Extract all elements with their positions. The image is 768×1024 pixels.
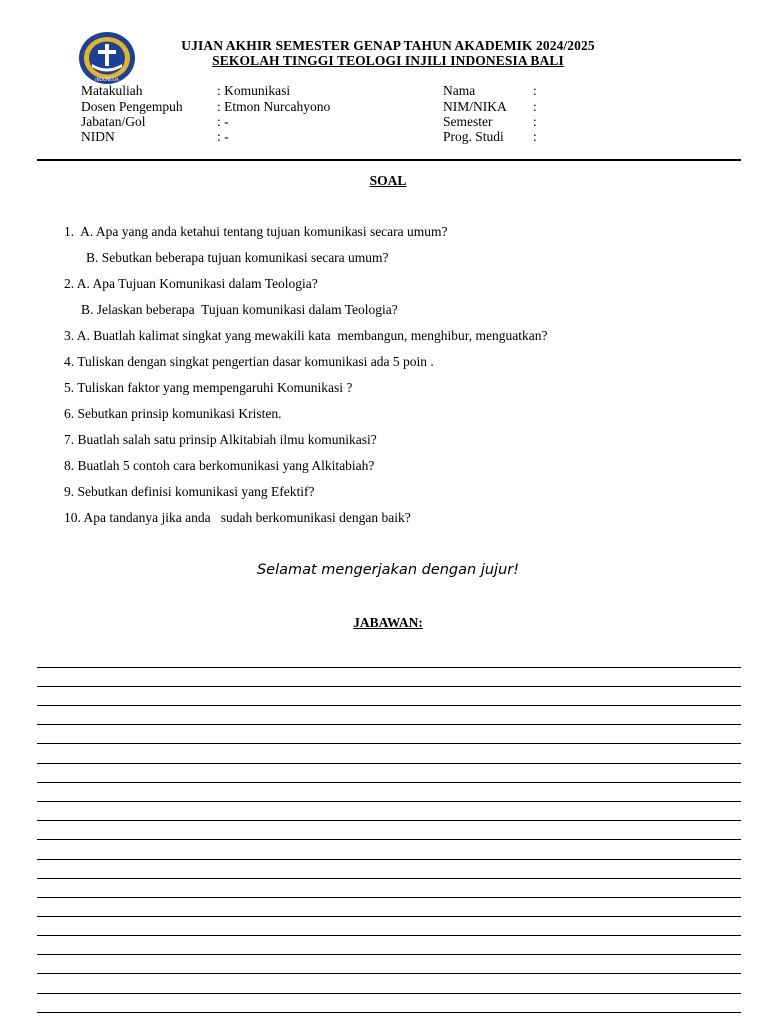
question-1a: 1. A. Apa yang anda ketahui tentang tujuan komunikasi secara umum? (64, 224, 448, 239)
info-value-prodi: : (533, 129, 537, 144)
question-1b: B. Sebutkan beberapa tujuan komunikasi secara umum? (86, 250, 389, 265)
question-10: 10. Apa tandanya jika anda sudah berkomunikasi dengan baik? (64, 510, 411, 525)
question-9: 9. Sebutkan definisi komunikasi yang Efektif? (64, 484, 315, 499)
answer-line (37, 743, 741, 744)
answer-line (37, 686, 741, 687)
info-label-semester: Semester (443, 114, 493, 129)
answer-line (37, 935, 741, 936)
answer-line (37, 859, 741, 860)
info-value-nama: : (533, 83, 537, 98)
answer-line (37, 878, 741, 879)
answer-line (37, 705, 741, 706)
info-value-nim: : (533, 99, 537, 114)
school-name: SEKOLAH TINGGI TEOLOGI INJILI INDONESIA BALI (212, 53, 564, 68)
answer-line (37, 801, 741, 802)
exam-title: UJIAN AKHIR SEMESTER GENAP TAHUN AKADEMIK 2024/2025 (181, 38, 595, 53)
question-5: 5. Tuliskan faktor yang mempengaruhi Komunikasi ? (64, 380, 353, 395)
info-label-dosen: Dosen Pengempuh (81, 99, 183, 114)
answer-line (37, 667, 741, 668)
question-7: 7. Buatlah salah satu prinsip Alkitabiah ilmu komunikasi? (64, 432, 377, 447)
info-value-jabatan: : - (217, 114, 229, 129)
question-6: 6. Sebutkan prinsip komunikasi Kristen. (64, 406, 282, 421)
answer-line (37, 782, 741, 783)
answer-line (37, 993, 741, 994)
answer-line (37, 763, 741, 764)
info-label-prodi: Prog. Studi (443, 129, 504, 144)
question-8: 8. Buatlah 5 contoh cara berkomunikasi yang Alkitabiah? (64, 458, 375, 473)
answer-line (37, 973, 741, 974)
answer-line (37, 839, 741, 840)
question-3: 3. A. Buatlah kalimat singkat yang mewakili kata membangun, menghibur, menguatkan? (64, 328, 548, 343)
info-label-nama: Nama (443, 83, 476, 98)
question-2a: 2. A. Apa Tujuan Komunikasi dalam Teologia? (64, 276, 318, 291)
answer-line (37, 1012, 741, 1013)
question-4: 4. Tuliskan dengan singkat pengertian dasar komunikasi ada 5 poin . (64, 354, 434, 369)
soal-heading: SOAL (369, 173, 407, 188)
logo-text: INDONESIA (95, 77, 119, 82)
answer-heading: JABAWAN: (353, 615, 423, 630)
question-2b: B. Jelaskan beberapa Tujuan komunikasi dalam Teologia? (81, 302, 398, 317)
answer-line (37, 954, 741, 955)
answer-line (37, 724, 741, 725)
info-label-nim: NIM/NIKA (443, 99, 507, 114)
info-value-semester: : (533, 114, 537, 129)
info-label-matakuliah: Matakuliah (81, 83, 143, 98)
answer-line (37, 820, 741, 821)
info-label-nidn: NIDN (81, 129, 115, 144)
info-value-dosen: : Etmon Nurcahyono (217, 99, 331, 114)
info-value-nidn: : - (217, 129, 229, 144)
info-value-matakuliah: : Komunikasi (217, 83, 291, 98)
closing-message: Selamat mengerjakan dengan jujur! (256, 562, 520, 578)
answer-line (37, 916, 741, 917)
info-label-jabatan: Jabatan/Gol (81, 114, 146, 129)
answer-line (37, 897, 741, 898)
header-divider (37, 159, 741, 161)
